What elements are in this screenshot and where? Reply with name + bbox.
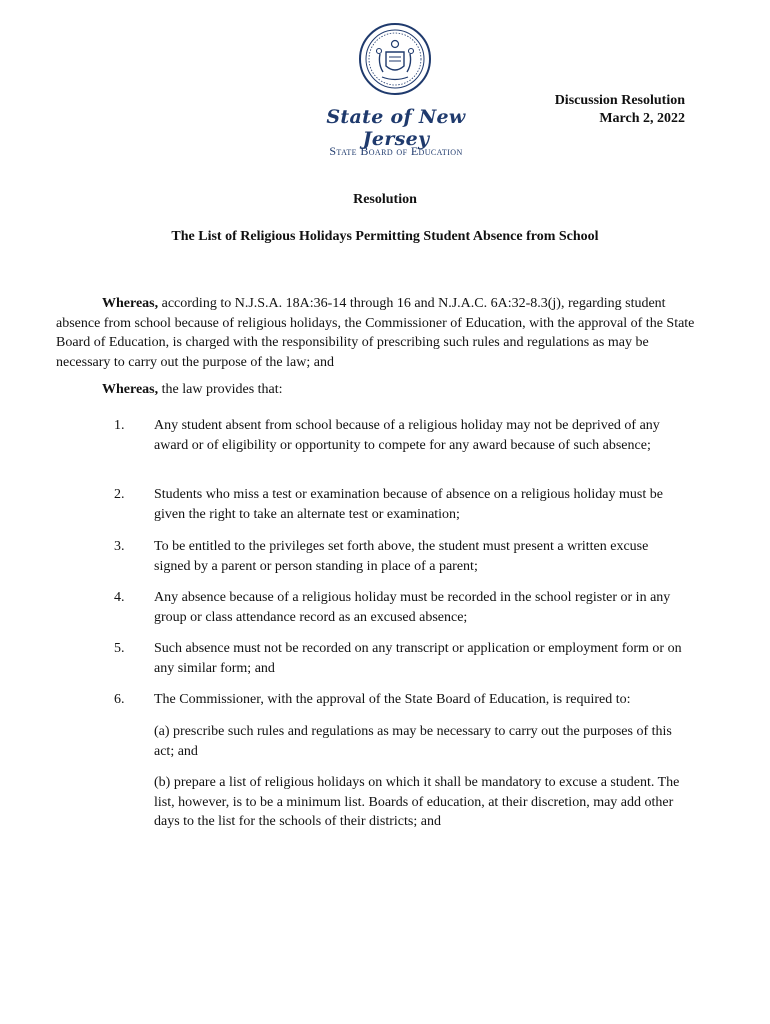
whereas-text: according to N.J.S.A. 18A:36-14 through 16 and N.J.A.C. 6A:32-8.3(j), regarding student absence from school because of religious holidays, the Commissioner of Education, with the approval of the State Board of Education, is charged with the responsibility of prescribing such rules and regulations as may be necessary to carry out the purpose of the law; and: [56, 296, 695, 370]
list-item-text: To be entitled to the privileges set forth above, the student must present a written excuse signed by a parent or person standing in place of a parent;: [154, 539, 649, 574]
page-subtitle: The List of Religious Holidays Permitting Student Absence from School: [171, 229, 599, 244]
list-item-number: 6.: [114, 692, 125, 707]
list-item-text: Students who miss a test or examination because of absence on a religious holiday must be given the right to take an alternate test or examination;: [154, 487, 663, 522]
list-item-number: 2.: [114, 487, 125, 502]
whereas-text: the law provides that:: [158, 382, 283, 397]
whereas-lead: Whereas,: [102, 382, 159, 397]
state-name: State of New Jersey: [326, 106, 466, 150]
list-item-number: 5.: [114, 641, 125, 656]
page-title: Resolution: [353, 192, 417, 207]
list-item-text: Such absence must not be recorded on any transcript or application or employment form or on any similar form; and: [154, 641, 682, 676]
list-item-number: 3.: [114, 539, 125, 554]
whereas-paragraph-1: [56, 294, 696, 372]
list-item-text: The Commissioner, with the approval of the State Board of Education, is required to:: [154, 692, 631, 707]
list-item-text: Any student absent from school because of a religious holiday may not be deprived of any award or of eligibility or opportunity to compete for any award because of such absence;: [154, 418, 660, 453]
list-item-text: Any absence because of a religious holiday must be recorded in the school register or in any group or class attendance record as an excused absence;: [154, 590, 671, 625]
list-item-number: 1.: [114, 418, 125, 433]
whereas-lead: Whereas,: [102, 296, 159, 311]
new-jersey-seal-icon: [358, 22, 432, 96]
board-name: State Board of Education: [329, 144, 463, 158]
document-header: [555, 92, 685, 128]
sub-list-item-b: (b) prepare a list of religious holidays on which it shall be mandatory to excuse a student. The list, however, is to be a minimum list. Boards of education, at their discretion, may add other days to the list for the schools of their districts; and: [154, 775, 680, 829]
list-item-number: 4.: [114, 590, 125, 605]
doc-date: March 2, 2022: [599, 111, 685, 126]
sub-list-item-a: (a) prescribe such rules and regulations as may be necessary to carry out the purposes of this act; and: [154, 724, 672, 759]
doc-type: Discussion Resolution: [554, 93, 685, 108]
whereas-paragraph-2: [102, 382, 283, 398]
